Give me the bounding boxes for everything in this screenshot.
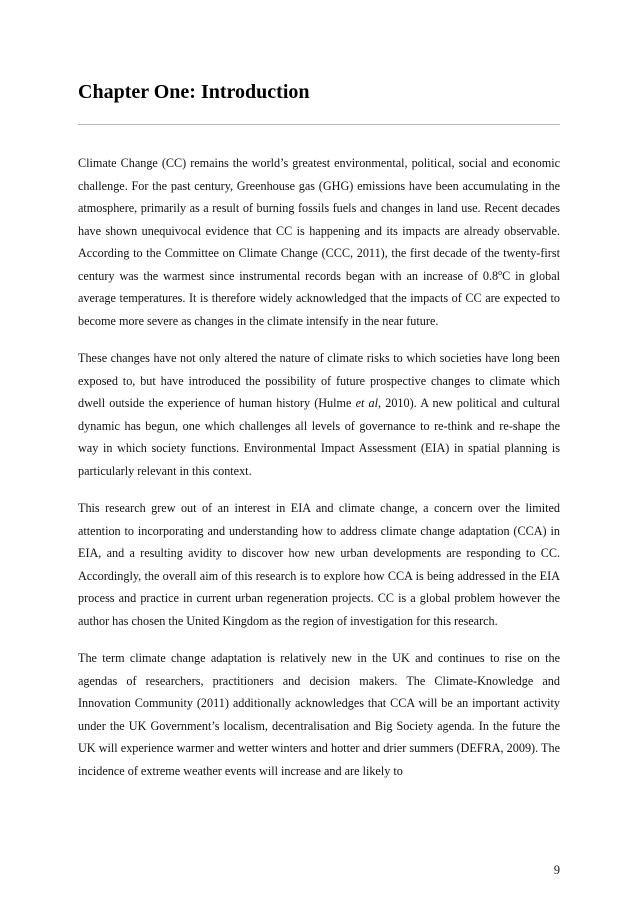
paragraph-text: , 2010). A new political and cultural dynamic has begun, one which challenges all levels of governance to re-think and re-shape the way in which society functions. Environmental Impact Assessment (EIA) in spatial planning is particularly relevant in this context. <box>78 396 560 478</box>
page-number: 9 <box>553 863 560 877</box>
degree-superscript: o <box>498 267 503 277</box>
paragraph-climate-risks <box>78 347 560 482</box>
paragraph-adaptation: The term climate change adaptation is relatively new in the UK and continues to rise on the agendas of researchers, practitioners and decision makers. The Climate-Knowledge and Innovation Community (2011) additionally acknowledges that CCA will be an important activity under the UK Government’s localism, decentralisation and Big Society agenda. In the future the UK will experience warmer and wetter winters and hotter and drier summers (DEFRA, 2009). The incidence of extreme weather events will increase and are likely to <box>78 651 560 778</box>
paragraph-text: C in global average temperatures. It is therefore widely acknowledged that the impacts of CC are expected to become more severe as changes in the climate intensify in the near future. <box>78 268 560 328</box>
italic-citation: et al <box>355 396 379 410</box>
title-divider <box>78 124 560 125</box>
chapter-title: Chapter One: Introduction <box>78 81 310 103</box>
paragraph-text: These changes have not only altered the nature of climate risks to which societies have long been exposed to, but have introduced the possibility of future prospective changes to climate which dwell outside the experience of human history (Hulme <box>78 351 560 410</box>
paragraph-text: Climate Change (CC) remains the world’s greatest environmental, political, social and economic challenge. For the past century, Greenhouse gas (GHG) emissions have been accumulating in the atmosphere, primarily as a result of burning fossils fuels and changes in land use. Recent decades have shown unequivocal evidence that CC is happening and its impacts are already observable. According to the Committee on Climate Change (CCC, 2011), the first decade of the twenty-first century was the warmest since instrumental records began with an increase of 0.8 <box>78 156 560 283</box>
paragraph-research-aim: This research grew out of an interest in EIA and climate change, a concern over the limited attention to incorporating and understanding how to address climate change adaptation (CCA) in EIA, and a resulting avidity to discover how new urban developments are responding to CC. Accordingly, the overall aim of this research is to explore how CCA is being addressed in the EIA process and practice in current urban regeneration projects. CC is a global problem however the author has chosen the United Kingdom as the region of investigation for this research. <box>78 501 560 628</box>
body-text <box>78 152 560 797</box>
paragraph-climate-change <box>78 152 560 332</box>
